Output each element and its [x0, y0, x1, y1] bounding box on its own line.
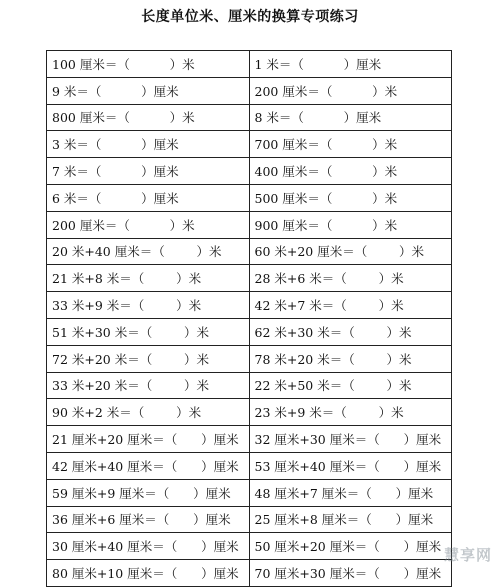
exercise-row — [47, 104, 452, 131]
exercise-left: 21 米+8 米＝（ ）米 — [47, 265, 250, 292]
exercise-right: 42 米+7 米＝（ ）米 — [249, 292, 452, 319]
exercise-row — [47, 158, 452, 185]
exercise-row — [47, 506, 452, 533]
exercise-left: 59 厘米+9 厘米＝（ ）厘米 — [47, 479, 250, 506]
exercise-row — [47, 292, 452, 319]
exercise-row — [47, 211, 452, 238]
exercise-row — [47, 452, 452, 479]
watermark: 慧享网 — [443, 546, 492, 564]
exercise-left: 6 米＝（ ）厘米 — [47, 184, 250, 211]
exercise-right: 62 米+30 米＝（ ）米 — [249, 318, 452, 345]
exercise-left: 7 米＝（ ）厘米 — [47, 158, 250, 185]
exercise-row — [47, 479, 452, 506]
exercise-right: 50 厘米+20 厘米＝（ ）厘米 — [249, 533, 452, 560]
exercise-right: 500 厘米＝（ ）米 — [249, 184, 452, 211]
exercise-table — [46, 50, 452, 587]
exercise-left: 72 米+20 米＝（ ）米 — [47, 345, 250, 372]
exercise-right: 28 米+6 米＝（ ）米 — [249, 265, 452, 292]
exercise-right: 8 米＝（ ）厘米 — [249, 104, 452, 131]
exercise-right: 32 厘米+30 厘米＝（ ）厘米 — [249, 426, 452, 453]
exercise-row — [47, 51, 452, 78]
exercise-right: 23 米+9 米＝（ ）米 — [249, 399, 452, 426]
exercise-row — [47, 77, 452, 104]
exercise-left: 80 厘米+10 厘米＝（ ）厘米 — [47, 560, 250, 587]
exercise-right: 900 厘米＝（ ）米 — [249, 211, 452, 238]
exercise-right: 22 米+50 米＝（ ）米 — [249, 372, 452, 399]
exercise-row — [47, 372, 452, 399]
exercise-left: 33 米+9 米＝（ ）米 — [47, 292, 250, 319]
exercise-row — [47, 184, 452, 211]
exercise-left: 9 米＝（ ）厘米 — [47, 77, 250, 104]
exercise-right: 60 米+20 厘米＝（ ）米 — [249, 238, 452, 265]
exercise-right: 200 厘米＝（ ）米 — [249, 77, 452, 104]
exercise-left: 200 厘米＝（ ）米 — [47, 211, 250, 238]
exercise-right: 25 厘米+8 厘米＝（ ）厘米 — [249, 506, 452, 533]
exercise-left: 51 米+30 米＝（ ）米 — [47, 318, 250, 345]
exercise-right: 1 米＝（ ）厘米 — [249, 51, 452, 78]
exercise-row — [47, 265, 452, 292]
exercise-right: 78 米+20 米＝（ ）米 — [249, 345, 452, 372]
exercise-left: 20 米+40 厘米＝（ ）米 — [47, 238, 250, 265]
exercise-row — [47, 399, 452, 426]
exercise-left: 42 厘米+40 厘米＝（ ）厘米 — [47, 452, 250, 479]
exercise-right: 70 厘米+30 厘米＝（ ）厘米 — [249, 560, 452, 587]
exercise-left: 30 厘米+40 厘米＝（ ）厘米 — [47, 533, 250, 560]
exercise-left: 800 厘米＝（ ）米 — [47, 104, 250, 131]
exercise-row — [47, 533, 452, 560]
exercise-left: 36 厘米+6 厘米＝（ ）厘米 — [47, 506, 250, 533]
exercise-left: 21 厘米+20 厘米＝（ ）厘米 — [47, 426, 250, 453]
exercise-row — [47, 345, 452, 372]
exercise-right: 700 厘米＝（ ）米 — [249, 131, 452, 158]
exercise-row — [47, 560, 452, 587]
exercise-right: 400 厘米＝（ ）米 — [249, 158, 452, 185]
exercise-right: 48 厘米+7 厘米＝（ ）厘米 — [249, 479, 452, 506]
exercise-row — [47, 426, 452, 453]
exercise-left: 33 米+20 米＝（ ）米 — [47, 372, 250, 399]
exercise-row — [47, 318, 452, 345]
exercise-left: 90 米+2 米＝（ ）米 — [47, 399, 250, 426]
exercise-left: 100 厘米＝（ ）米 — [47, 51, 250, 78]
worksheet-title: 长度单位米、厘米的换算专项练习 — [141, 9, 359, 25]
exercise-row — [47, 131, 452, 158]
exercise-left: 3 米＝（ ）厘米 — [47, 131, 250, 158]
exercise-right: 53 厘米+40 厘米＝（ ）厘米 — [249, 452, 452, 479]
exercise-row — [47, 238, 452, 265]
